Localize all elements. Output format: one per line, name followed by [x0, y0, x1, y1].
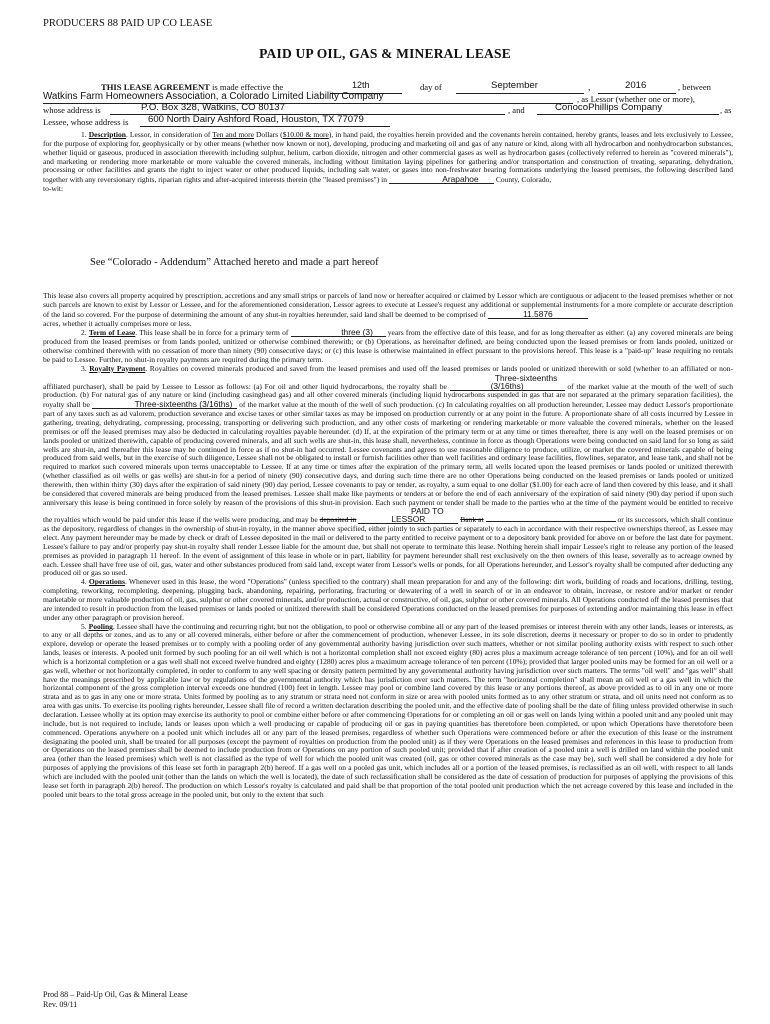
lessor-underline: [43, 103, 573, 104]
section-5-heading: Pooling: [88, 621, 113, 631]
lessor-name-field: Watkins Farm Homeowners Association, a Colorado Limited Liability Company: [43, 91, 384, 102]
acres-text: acres, whether it actually comprises more or less.: [43, 318, 192, 328]
gas-royalty-field: Three-sixteenths (3/16ths): [92, 400, 237, 409]
term-field: three (3): [291, 328, 386, 337]
section-2-heading: Term of Lease: [88, 328, 136, 338]
day-of-label: day of: [420, 82, 442, 92]
section-3: 3. Royalty Payment. Royalties on covered minerals produced and saved from the leased premises and used off the leased premises or lands pooled or unitized therewith or sold (whether to an affiliated or non-affiliated purchaser), shall be paid by Lessee to Lessor as follows: (a) For oil and other liquid hydrocarbons, the royalty shall be Three-sixteenths (3/16ths) of the market value at the mouth of the well of such production. (b) For natural gas of any nature or kind (including casinghead gas) and all other covered minerals (including liquid hydrocarbons suspended in gas that are not separated at the primary separation facilities), the royalty shall be Three-sixteenths (3/16ths) of the market value at the mouth of the well of such production. (c) In calculating royalties on all production hereunder, Lessee may deduct Lessor's proportionate part of any taxes such as ad valorem, production severance and excise taxes or other similar taxes as may be imposed on production currently or at any point in the future. A proportionate share of all costs incurred by Lessee in gathering, treating, dehydrating, compressing, processing, transporting or delivering such production, and any other costs of marketing or rendering marketable or more valuable the covered minerals, whether on the leased premises or off the leased premises may also be deducted in calculating royalties payable hereunder. (d) If, at the expiration of the primary term or at any time or times thereafter, there is any well on the leased premises or on lands pooled or unitized therewith, capable of producing covered minerals, and all such wells are shut-in, this lease shall, nevertheless, continue in force as though Operations were being conducted on said land for so long as said wells are shut-in, and thereafter this lease may be continued in force as if no shut-in had occurred. Lessee covenants and agrees to use reasonable diligence to produce, utilize, or market the covered minerals capable of being produced from said wells, but in the exercise of such diligence, Lessee shall not be obligated to install or furnish facilities other than well facilities and ordinary lease facilities, flowlines, separator, and lease tank, and shall not be required to market such covered minerals upon terms unacceptable to Lessee. If at any time or times after the expiration of the primary term, all wells located upon the leased premises or lands pooled or unitized therewith (whether classified as oil wells or gas wells) are shut-in for a period of ninety (90) consecutive days, and during such time there are no other Operations being conducted on the leased premises or lands pooled or unitized therewith, then within thirty (30) days after the expiration of said ninety (90) day period, Lessee covenants to pay or tender, as royalty, a sum equal to one dollar ($1.00) for each acre of land then covered by this lease, and it shall be considered that covered minerals are being produced from the leased premises. Lessee shall make like payments or tenders at or before the end of each anniversary of the expiration of said ninety (90) day period if upon such anniversary this lease is being continued in force solely by reason of the provisions of this shut-in provision. Each such payment or tender shall be made to the parties who at the time of the payment would be entitled to receive the royalties which would be paid under this lease if the wells were producing, and may be deposited in PAID TO LESSOR Bank at or its successors, which shall continue as the depository, regardless of changes in the ownership of shut-in royalty, in the manner above specified, either jointly to such parties or separately to each in accordance with their respective ownerships thereof, as Lessee may elect. Any payment hereunder may be made by check or draft of Lessee deposited in the mail or delivered to the party entitled to receive payment or to a depository bank provided for above on or before the last date for payment. Lessee's failure to pay and/or properly pay shut-in royalty shall render Lessee liable for the amount due, but shall not operate to terminate this lease. Nothing herein shall impair Lessee's right to release any portion of the leased premises as provided in paragraph 11 hereof. In the event of assignment of this lease in whole or in part, liability for payment hereunder shall rest exclusively on the then owners of this lease, severally as to acreage owned by each. Lessee shall have free use of oil, gas, water and other substances produced from said land, except water from Lessor's wells or ponds, for all Operations hereunder, and Lessor's royalty shall be computed after deducting any produced oil or gas so used.: [43, 363, 734, 578]
deposited-struck: deposited in: [319, 515, 357, 525]
amount-field: $10.00 & more: [282, 130, 329, 139]
accretion-paragraph: This lease also covers all property acquired by prescription, accretions and any small strips or parcels of land now or hereafter acquired or claimed by Lessor which are contiguous or adjacent to the leased premises whether or not such parcels are known to exist by Lessor or Lessee, and for the aforementioned consideration, Lessor agrees to execute at Lessee's request any additional or supplemental instruments for a more complete or accurate description of the land so covered. For the purpose of determining the amount of any shut-in royalties hereunder, said land shall be deemed to be comprised of 11.5876: [43, 291, 733, 319]
bank-name-field: [486, 521, 616, 522]
county-field: Arapahoe: [389, 175, 494, 184]
lessee-underline: [537, 114, 719, 115]
intro-made-effective: is made effective the: [212, 82, 284, 92]
section-2: 2. Term of Lease. This lease shall be in force for a primary term of three (3) years from the effective date of this lease, and for as long thereafter as either: (a) any covered minerals are being produced from the leased premises or from lands pooled, unitized or otherwise combined therewith; or (b) Operations, as hereinafter defined, are being conducted upon the leased premises or from lands pooled, unitized or otherwise combined therewith with no cessation of more than ninety (90) consecutive days; or (c) this lease is otherwise maintained in effect pursuant to the provisions hereof. This lease is a "paid-up" lease requiring no rentals be paid to Lessee. Further, no shut-in royalty payments are required during the primary term.: [43, 327, 734, 364]
lessor-address-field: P.O. Box 328, Watkins, CO 80137: [141, 102, 285, 113]
acres-field: 11.5876: [488, 310, 588, 319]
form-header: PRODUCERS 88 PAID UP CO LEASE: [43, 18, 213, 29]
paid-to-field: PAID TO LESSOR: [358, 507, 458, 524]
between-label: , between: [678, 82, 711, 92]
month-underline: [456, 93, 584, 94]
date-comma: ,: [588, 82, 591, 93]
addendum-reference: See “Colorado - Addendum” Attached hereto and made a part hereof: [90, 257, 379, 268]
intro-lead: THIS LEASE AGREEMENT: [101, 82, 210, 92]
to-wit-label: to-wit:: [43, 184, 64, 194]
section-5: 5. Pooling. Lessee shall have the continuing and recurring right, but not the obligation, to pool or otherwise combine all or any part of the leased premises or interest therein with any other lands, leases or interests, as to any or all depths or zones, and as to any or all covered minerals, either before or after the commencement of production, whenever Lessee, in its sole discretion, deems it necessary or proper to do so in order to prudently explore, develop or operate the leased premises or to comply with a pooling order of any governmental authority having jurisdiction over such matters, whether or not similar pooling authority exists with respect to such other lands, leases or interests. A pooled unit formed by such pooling for an oil well which is not a horizontal completion shall not exceed eighty (80) acres plus a maximum acreage tolerance of ten percent (10%), and for an oil well which is a horizontal completion or a gas well shall not exceed twelve hundred and eighty (1280) acres plus a maximum acreage tolerance of ten percent (10%); provided that larger pooled units may be formed for an oil well or a gas well, whether or not horizontally completed, in order to conform to any well spacing or density pattern permitted by any governmental authority having jurisdiction over such matters. The terms "oil well" and "gas well" shall have the meanings prescribed by applicable law or by regulations of the governmental authority which has jurisdiction over such matters. The term "horizontal completion" shall mean an oil well or a gas well in which the horizontal component of the gross completion interval exceeds one hundred (100) feet in length. Lessee may pool or combine land covered by this lease or any portions thereof, as above provided as to oil in any one or more strata and as to gas in any one or more strata. Units formed by pooling as to any stratum or strata need not conform in size or area with pooled units formed as to any other stratum or strata, and oil units need not conform as to area with gas units. To exercise its pooling rights hereunder, Lessee shall file of record a written declaration describing the pooled unit, and the effective date of pooling shall be the date of filing unless provided otherwise in such declaration. Lessee wholly at its option may exercise its authority to pool or combine either before or after commencing Operations for or completing an oil or gas well on lands lying within a pooled unit and any pooled unit may include, but is not required to include, lands or leases upon which a well producing or capable of producing oil or gas in paying quantities has theretofore been completed, or upon which Operations have theretofore been commenced. Operations anywhere on a pooled unit which includes all or any part of the leased premises, regardless of whether such Operations were commenced before or after the execution of this lease or the instrument designating the pooled unit, shall be treated for all purposes (except the payment of royalties on production from the pooled unit) as if they were Operations on the leased premises and references in this lease to production from or Operations on the leased premises shall be deemed to include production from or Operations on any portion of such pooled unit; provided that if after creation of a pooled unit a well is drilled on land within the pooled unit area (other than the leased premises) which well is not classified as the type of well for which the pooled unit was created (oil, gas or other covered minerals as the case may be), such well shall be considered a dry hole for purposes of applying the provisions of this lease set forth in paragraph 2(b) hereof. If a gas well on a pooled gas unit, which includes all or a portion of the leased premises, is reclassified as an oil well, with respect to all lands which are included with the pooled unit (other than the lands on which the well is located), the date of such reclassification shall be considered as the date of cessation of production for purposes of applying the provisions of this lease set forth in paragraph 2(b) hereof. The production on which Lessor's royalty is calculated and paid shall be that proportion of the total pooled unit production which the net acreage covered by this lease and included in the pooled unit bears to the total gross acreage in the pooled unit, but only to the extent that such: [43, 621, 733, 799]
month-field: September: [491, 80, 538, 91]
section-1-heading: Description: [88, 130, 126, 139]
section-1: 1. Description. Lessor, in consideration of Ten and more Dollars ($10.00 & more), in hand paid, the royalties herein provided and the covenants herein contained, hereby grants, leases and lets exclusively to Lessee, for the purpose of exploring for, geophysically or by other means (whether now known or not), developing, producing and marketing oil and gas of any nature or kind, along with all hydrocarbon and nonhydrocarbon substances, whether liquid or gaseous, produced in association therewith including sulphur, helium, carbon dioxide, nitrogen and other commercial gases as well as hydrocarbon gases (collectively referred to herein as "covered minerals"), and marketing or rendering more marketable or more valuable the covered minerals, including without limitation laying pipelines for gathering and/or transportation and construction of treating, separating, dehydration, processing or other facilities and grants the right to inject water or other produced liquids, including salt water, or gases into non-freshwater bearing formations underlying the leased premises, the following described land together with any reversionary rights, riparian rights and after-acquired interests therein (the "leased premises") in Arapahoe County, Colorado, to-wit:: [43, 130, 733, 194]
as-label: , as: [720, 105, 732, 115]
section-4-heading: Operations: [88, 577, 125, 587]
footer-form-name: Prod 88 – Paid-Up Oil, Gas & Mineral Lease: [43, 990, 188, 999]
as-lessor-label: , as Lessor (whether one or more),: [577, 94, 695, 104]
lessee-name-field: ConocoPhillips Company: [555, 102, 663, 113]
year-field: 2016: [625, 80, 647, 91]
section-3-heading: Royalty Payment: [89, 363, 146, 373]
and-label: , and: [508, 105, 525, 115]
lessee-address-underline: [140, 126, 390, 127]
bank-struck: Bank at: [460, 515, 484, 525]
lessee-address-field: 600 North Dairy Ashford Road, Houston, TX 77079: [148, 114, 364, 125]
footer: [43, 990, 188, 1010]
consideration-field: Ten and more: [212, 130, 254, 139]
lessee-whose-label: Lessee, whose address is: [43, 117, 129, 127]
day-field: 12th: [352, 80, 370, 90]
lease-body: [43, 292, 733, 799]
oil-royalty-field: Three-sixteenths (3/16ths): [450, 374, 565, 391]
whose-address-label: whose address is: [43, 105, 101, 115]
footer-revision: Rev. 09/11: [43, 1000, 78, 1009]
document-title: PAID UP OIL, GAS & MINERAL LEASE: [259, 46, 511, 61]
section-4: 4. Operations. Whenever used in this lease, the word "Operations" (unless specified to the contrary) shall mean preparation for and any of the following: dirt work, building of roads and locations, drilling, testing, completing, reworking, recompleting, deepening, plugging back, abandoning, repairing, perforating, fracturing or dewatering of a well in search of or in an endeavor to obtain, increase, or restore and/or market or render marketable or more valuable production of oil, gas, sulphur or other covered minerals, and/or production, actual or constructive, of oil, gas, sulphur or other covered minerals. All Operations conducted off the leased premises that are intended to result in production from the leased premises or lands pooled or unitized therewith shall be considered Operations conducted on the leased premises for purposes of extending and/or maintaining this lease in effect under any other paragraph or provision hereof.: [43, 577, 733, 622]
